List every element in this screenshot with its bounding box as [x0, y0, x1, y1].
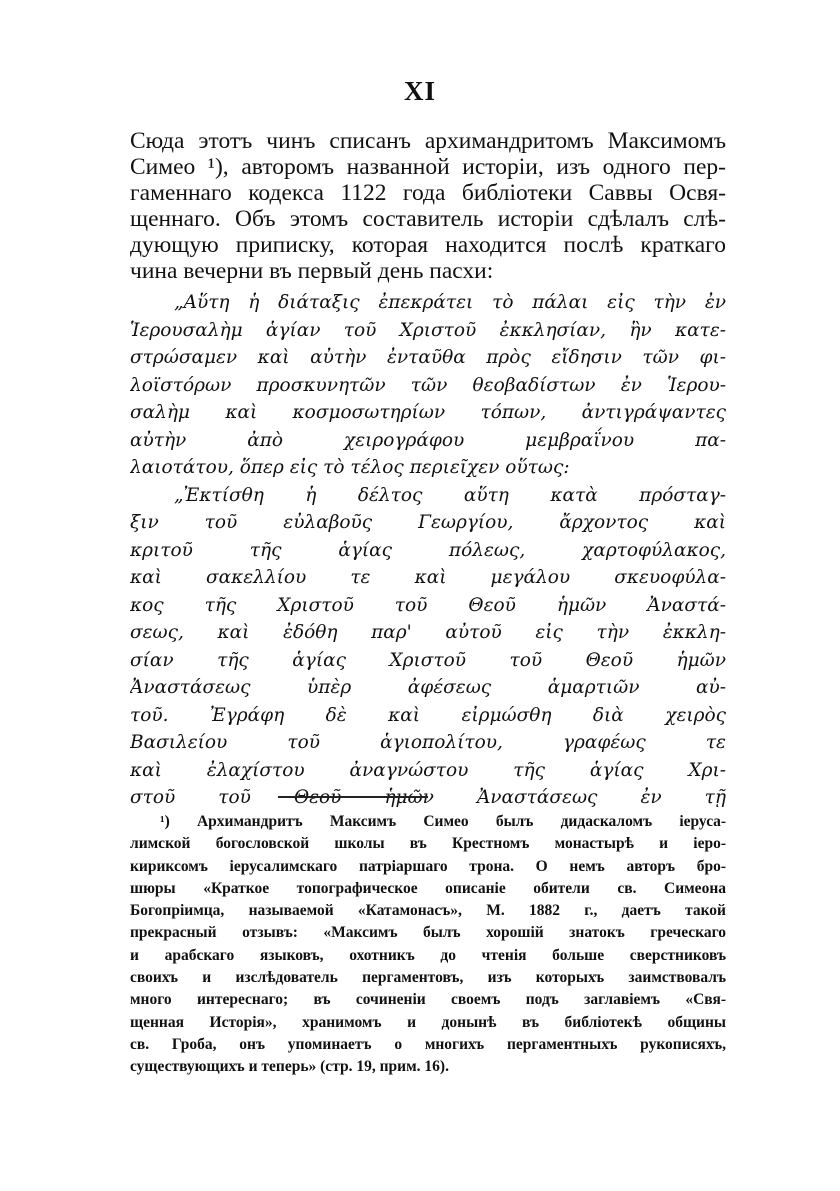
footnote-line: своихъ и изслѣдователь пергаментовъ, изъ которыхъ заимствовалъ	[130, 969, 726, 987]
footnote-line: прекрасный отзывъ: «Максимъ былъ хорошій знатокъ греческаго	[130, 924, 726, 942]
footnote-line: и арабскаго языковъ, охотникъ до чтенія больше сверстниковъ	[130, 946, 726, 964]
footnote-divider	[278, 796, 428, 798]
page-number: XI	[403, 76, 436, 106]
greek-line: κος τῆς Χριστοῦ τοῦ Θεοῦ ἡμῶν Ἀναστά-	[130, 594, 726, 616]
greek-line: Ἀναστάσεως ὑπὲρ ἀφέσεως ἁμαρτιῶν αὐ-	[130, 677, 726, 698]
greek-line: σεως, καὶ ἐδόθη παρ' αὐτοῦ εἰς τὴν ἐκκλη-	[130, 622, 726, 643]
greek-line: ξιν τοῦ εὐλαβοῦς Γεωργίου, ἄρχοντος καὶ	[130, 512, 726, 533]
footnote-line: шюры «Краткое топографическое описаніе обители св. Симеона	[130, 879, 726, 897]
greek-line: „Αὕτη ἡ διάταξις ἐπεκράτει τὸ πάλαι εἰς τὴν ἐν	[174, 292, 726, 313]
greek-line: Βασιλείου τοῦ ἁγιοπολίτου, γραφέως τε	[130, 732, 726, 753]
greek-line: καὶ ἐλαχίστου ἀναγνώστου τῆς ἁγίας Χρι-	[130, 759, 726, 781]
greek-line: σίαν τῆς ἁγίας Χριστοῦ τοῦ Θεοῦ ἡμῶν	[130, 649, 726, 671]
footnote-line: много интереснаго; въ сочиненіи своемъ подъ заглавіемъ «Свя-	[130, 991, 726, 1009]
greek-line: καὶ σακελλίου τε καὶ μεγάλου σκευοφύλα-	[130, 567, 726, 588]
greek-line: αὐτὴν ἀπὸ χειρογράφου μεμβραΐνου πα-	[130, 429, 726, 451]
text-line: гаменнаго кодекса 1122 года библіотеки Саввы Освя-	[130, 180, 726, 206]
greek-line: σαλὴμ καὶ κοσμοσωτηρίων τόπων, ἀντιγράψαντες	[130, 402, 726, 423]
main-text	[130, 128, 726, 812]
text-line: чина вечерни въ первый день пасхи:	[130, 258, 494, 284]
greek-line: „Ἐκτίσθη ἡ δέλτος αὕτη κατὰ πρόσταγ-	[174, 484, 726, 506]
footnote-line: ¹) Архимандритъ Максимъ Симео былъ дидаскаломъ іерусa-	[160, 813, 726, 830]
footnote-line: лимской богословской школы въ Крестномъ монастырѣ и іеро-	[130, 835, 726, 853]
text-line: Сюда этотъ чинъ списанъ архимандритомъ Максимомъ	[130, 128, 726, 154]
greek-line: λοϊστόρων προσκυνητῶν τῶν θεοβαδίστων ἐν Ἱερου-	[130, 374, 726, 396]
greek-line: κριτοῦ τῆς ἁγίας πόλεως, χαρτοφύλακος,	[130, 539, 726, 561]
greek-line: στοῦ τοῦ Θεοῦ ἡμῶν Ἀναστάσεως ἐν τῇ	[130, 787, 726, 808]
greek-line: Ἱερουσαλὴμ ἁγίαν τοῦ Χριστοῦ ἐκκλησίαν, ἣν κατε-	[130, 319, 726, 341]
footnote	[130, 811, 726, 1079]
greek-line: λαιοτάτου, ὅπερ εἰς τὸ τέλος περιεῖχεν οὕτως:	[130, 457, 570, 478]
greek-line: τοῦ. Ἐγράφη δὲ καὶ εἰρμώσθη διὰ χειρὸς	[130, 704, 726, 726]
greek-line: στρώσαμεν καὶ αὐτὴν ἐνταῦθα πρὸς εἴδησιν τῶν φι-	[130, 347, 726, 368]
footnote-line: существующихъ и теперь» (стр. 19, прим. 16).	[130, 1058, 449, 1076]
footnote-line: щенная Исторія», хранимомъ и донынѣ въ библіотекѣ общины	[130, 1013, 726, 1031]
text-line: дующую приписку, которая находится послѣ краткаго	[130, 232, 726, 258]
footnote-line: св. Гроба, онъ упоминаетъ о многихъ пергаментныхъ рукописяхъ,	[130, 1035, 726, 1053]
footnote-line: Богопріимца, называемой «Катамонасъ», М. 1882 г., даетъ такой	[130, 902, 726, 920]
text-line: щеннаго. Объ этомъ составитель исторіи сдѣлалъ слѣ-	[130, 206, 726, 232]
footnote-line: кириксомъ іерусалимскаго патріаршаго трона. О немъ авторъ бро-	[130, 857, 726, 875]
text-line: Симео ¹), авторомъ названной исторіи, изъ одного пер-	[130, 154, 726, 180]
